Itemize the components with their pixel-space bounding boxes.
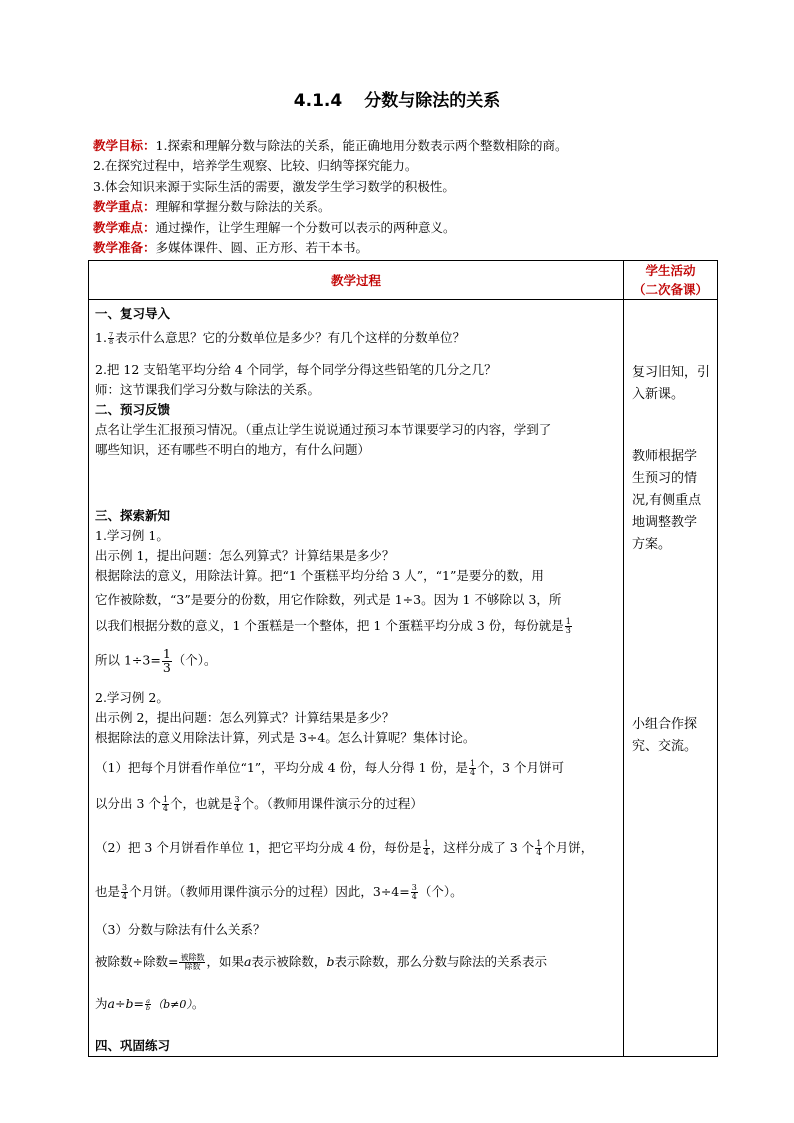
fraction-denominator: 3 bbox=[162, 659, 171, 675]
fraction-numerator: 1 bbox=[470, 759, 476, 768]
fraction-denominator: 8 bbox=[108, 338, 114, 346]
goals-line-1 bbox=[93, 136, 733, 156]
example-2-step2-l1 bbox=[95, 838, 619, 857]
text: ，如果 bbox=[206, 954, 244, 969]
review-q1 bbox=[95, 328, 619, 346]
key-point-text: 理解和掌握分数与除法的关系。 bbox=[155, 199, 331, 214]
formula-expression: a÷b= bbox=[107, 996, 144, 1011]
text: ，这样分成了 3 个 bbox=[430, 840, 535, 855]
relation-l1 bbox=[95, 952, 619, 971]
text: 为 bbox=[95, 996, 108, 1011]
example-1-l2: 它作被除数，“3”是要分的份数，用它作除数，列式是 1÷3。因为 1 不够除以 3，所 bbox=[95, 592, 562, 607]
fraction-dividend-divisor bbox=[179, 954, 205, 971]
example-2-step3: （3）分数与除法有什么关系？ bbox=[95, 922, 266, 937]
text: 教师根据学 bbox=[632, 449, 698, 464]
fraction-7-8 bbox=[108, 332, 114, 346]
text: 也是 bbox=[95, 884, 121, 899]
text: 生预习的情 bbox=[632, 471, 698, 486]
fraction-numerator: 1 bbox=[565, 617, 571, 626]
fraction-1-4 bbox=[423, 840, 430, 857]
text: 入新课。 bbox=[632, 387, 685, 402]
text: 究、交流。 bbox=[632, 739, 698, 754]
fraction-denominator: 4 bbox=[470, 768, 476, 777]
preparation-label: 教学准备： bbox=[93, 240, 156, 255]
example-1-heading: 1.学习例 1。 bbox=[95, 528, 169, 543]
process-cell bbox=[89, 300, 624, 1057]
variable-a: a bbox=[243, 954, 252, 969]
activity-cell bbox=[624, 300, 718, 1057]
fraction-numerator: 7 bbox=[108, 330, 114, 339]
formula-condition: （b≠0） bbox=[152, 998, 192, 1011]
example-2-step2-l2 bbox=[95, 882, 619, 901]
fraction-1-4 bbox=[162, 796, 169, 813]
text: 个，也就是 bbox=[170, 796, 233, 811]
example-1-l3 bbox=[95, 616, 619, 635]
review-q1-number: 1. bbox=[95, 330, 107, 345]
preparation-text: 多媒体课件、圆、正方形、若干本书。 bbox=[155, 240, 369, 255]
example-1-question: 出示例 1，提出问题：怎么列算式？计算结果是多少？ bbox=[95, 548, 395, 563]
example-2-heading: 2.学习例 2。 bbox=[95, 690, 169, 705]
difficulty-text: 通过操作，让学生理解一个分数可以表示的两种意义。 bbox=[155, 220, 456, 235]
lesson-title: 分数与除法的关系 bbox=[364, 91, 501, 111]
student-activity-header-l1: 学生活动 bbox=[645, 263, 696, 278]
example-2-step1-l1 bbox=[95, 758, 619, 777]
teacher-intro: 师：这节课我们学习分数与除法的关系。 bbox=[95, 382, 321, 397]
fraction-3-4 bbox=[411, 884, 418, 901]
activity-group-explore bbox=[632, 714, 716, 758]
preparation bbox=[93, 238, 733, 258]
review-q1-text: 表示什么意思？它的分数单位是多少？有几个这样的分数单位？ bbox=[115, 330, 466, 345]
fraction-numerator: a bbox=[146, 996, 150, 1005]
text: （个）。 bbox=[418, 884, 463, 899]
difficulty-label: 教学难点： bbox=[93, 220, 156, 235]
fraction-1-3 bbox=[565, 618, 572, 635]
section-4-heading: 四、巩固练习 bbox=[95, 1038, 171, 1053]
fraction-1-3-large bbox=[162, 648, 172, 674]
goals-text-1: 1.探索和理解分数与除法的关系，能正确地用分数表示两个整数相除的商。 bbox=[155, 138, 568, 153]
example-1-result bbox=[95, 648, 619, 674]
text: 个月饼， bbox=[543, 840, 594, 855]
difficulty bbox=[93, 218, 733, 238]
activity-review bbox=[632, 362, 716, 406]
fraction-denominator: 4 bbox=[162, 804, 168, 813]
text: 。 bbox=[191, 996, 205, 1011]
page-title bbox=[0, 86, 794, 111]
example-1-l3-text: 以我们根据分数的意义，1 个蛋糕是一个整体，把 1 个蛋糕平均分成 3 份，每份就是 bbox=[95, 618, 564, 633]
key-point bbox=[93, 197, 733, 217]
section-1-heading: 一、复习导入 bbox=[95, 306, 171, 321]
example-1-l1: 根据除法的意义，用除法计算。把“1 个蛋糕平均分给 3 人”，“1”是要分的数，用 bbox=[95, 568, 544, 583]
key-point-label: 教学重点： bbox=[93, 199, 156, 214]
fraction-denominator: 4 bbox=[411, 892, 417, 901]
text: 表示被除数， bbox=[251, 954, 327, 969]
fraction-denominator: 4 bbox=[423, 848, 429, 857]
fraction-3-4 bbox=[234, 796, 241, 813]
text: （1）把每个月饼看作单位“1”，平均分成 4 份，每人分得 1 份，是 bbox=[95, 760, 468, 775]
fraction-numerator: 3 bbox=[122, 883, 128, 892]
fraction-denominator: 4 bbox=[122, 892, 128, 901]
fraction-denominator: b bbox=[145, 1004, 151, 1012]
fraction-denominator: 3 bbox=[565, 626, 571, 635]
goals-line-2: 2.在探究过程中，培养学生观察、比较、归纳等探究能力。 bbox=[93, 158, 418, 173]
fraction-numerator: 被除数 bbox=[180, 953, 205, 962]
text: 况,有侧重点 bbox=[632, 493, 702, 508]
fraction-1-4 bbox=[535, 840, 542, 857]
text: 个。（教师用课件演示分的过程） bbox=[241, 796, 423, 811]
activity-preview bbox=[632, 446, 716, 556]
fraction-denominator: 4 bbox=[234, 804, 240, 813]
fraction-numerator: 3 bbox=[411, 883, 417, 892]
student-activity-header-l2: （二次备课） bbox=[632, 282, 708, 297]
example-2-step1-l2 bbox=[95, 794, 619, 813]
text: 表示除数，那么分数与除法的关系表示 bbox=[334, 954, 547, 969]
relation-l2 bbox=[95, 994, 619, 1012]
example-2-question: 出示例 2，提出问题：怎么列算式？计算结果是多少？ bbox=[95, 710, 395, 725]
variable-b: b bbox=[326, 954, 335, 969]
lesson-table bbox=[88, 260, 718, 1057]
fraction-1-4 bbox=[469, 760, 476, 777]
fraction-denominator: 除数 bbox=[184, 962, 201, 971]
text: 复习旧知，引 bbox=[632, 365, 711, 380]
preview-l1: 点名让学生汇报预习情况。（重点让学生说说通过预习本节课要学习的内容，学到了 bbox=[95, 422, 552, 437]
text: 地调整教学 bbox=[632, 515, 698, 530]
review-q2: 2.把 12 支铅笔平均分给 4 个同学，每个同学分得这些铅笔的几分之几？ bbox=[95, 362, 497, 377]
fraction-numerator: 1 bbox=[423, 839, 429, 848]
preview-l2: 哪些知识，还有哪些不明白的地方，有什么问题） bbox=[95, 442, 371, 457]
text: 方案。 bbox=[632, 537, 672, 552]
process-header: 教学过程 bbox=[89, 261, 624, 300]
fraction-numerator: 1 bbox=[162, 795, 168, 804]
text: 被除数÷除数= bbox=[95, 954, 179, 969]
text: （2）把 3 个月饼看作单位 1，把它平均分成 4 份，每份是 bbox=[95, 840, 422, 855]
example-1-result-post: （个）。 bbox=[172, 652, 217, 668]
fraction-3-4 bbox=[121, 884, 128, 901]
text: 个，3 个月饼可 bbox=[477, 760, 565, 775]
text: 以分出 3 个 bbox=[95, 796, 161, 811]
example-1-result-pre: 所以 1÷3= bbox=[95, 652, 161, 668]
fraction-numerator: 1 bbox=[162, 646, 171, 661]
fraction-a-b bbox=[145, 998, 151, 1012]
lesson-code: 4.1.4 bbox=[293, 91, 343, 111]
section-2-heading: 二、预习反馈 bbox=[95, 402, 171, 417]
text: 小组合作探 bbox=[632, 717, 698, 732]
goals-line-3: 3.体会知识来源于实际生活的需要，激发学生学习数学的积极性。 bbox=[93, 179, 455, 194]
fraction-numerator: 3 bbox=[234, 795, 240, 804]
fraction-numerator: 1 bbox=[536, 839, 542, 848]
goals-label: 教学目标： bbox=[93, 138, 156, 153]
student-activity-header bbox=[624, 261, 718, 300]
text: 个月饼。（教师用课件演示分的过程）因此，3÷4= bbox=[129, 884, 410, 899]
section-3-heading: 三、探索新知 bbox=[95, 508, 171, 523]
example-2-l1: 根据除法的意义用除法计算，列式是 3÷4。怎么计算呢？集体讨论。 bbox=[95, 730, 476, 745]
fraction-denominator: 4 bbox=[536, 848, 542, 857]
